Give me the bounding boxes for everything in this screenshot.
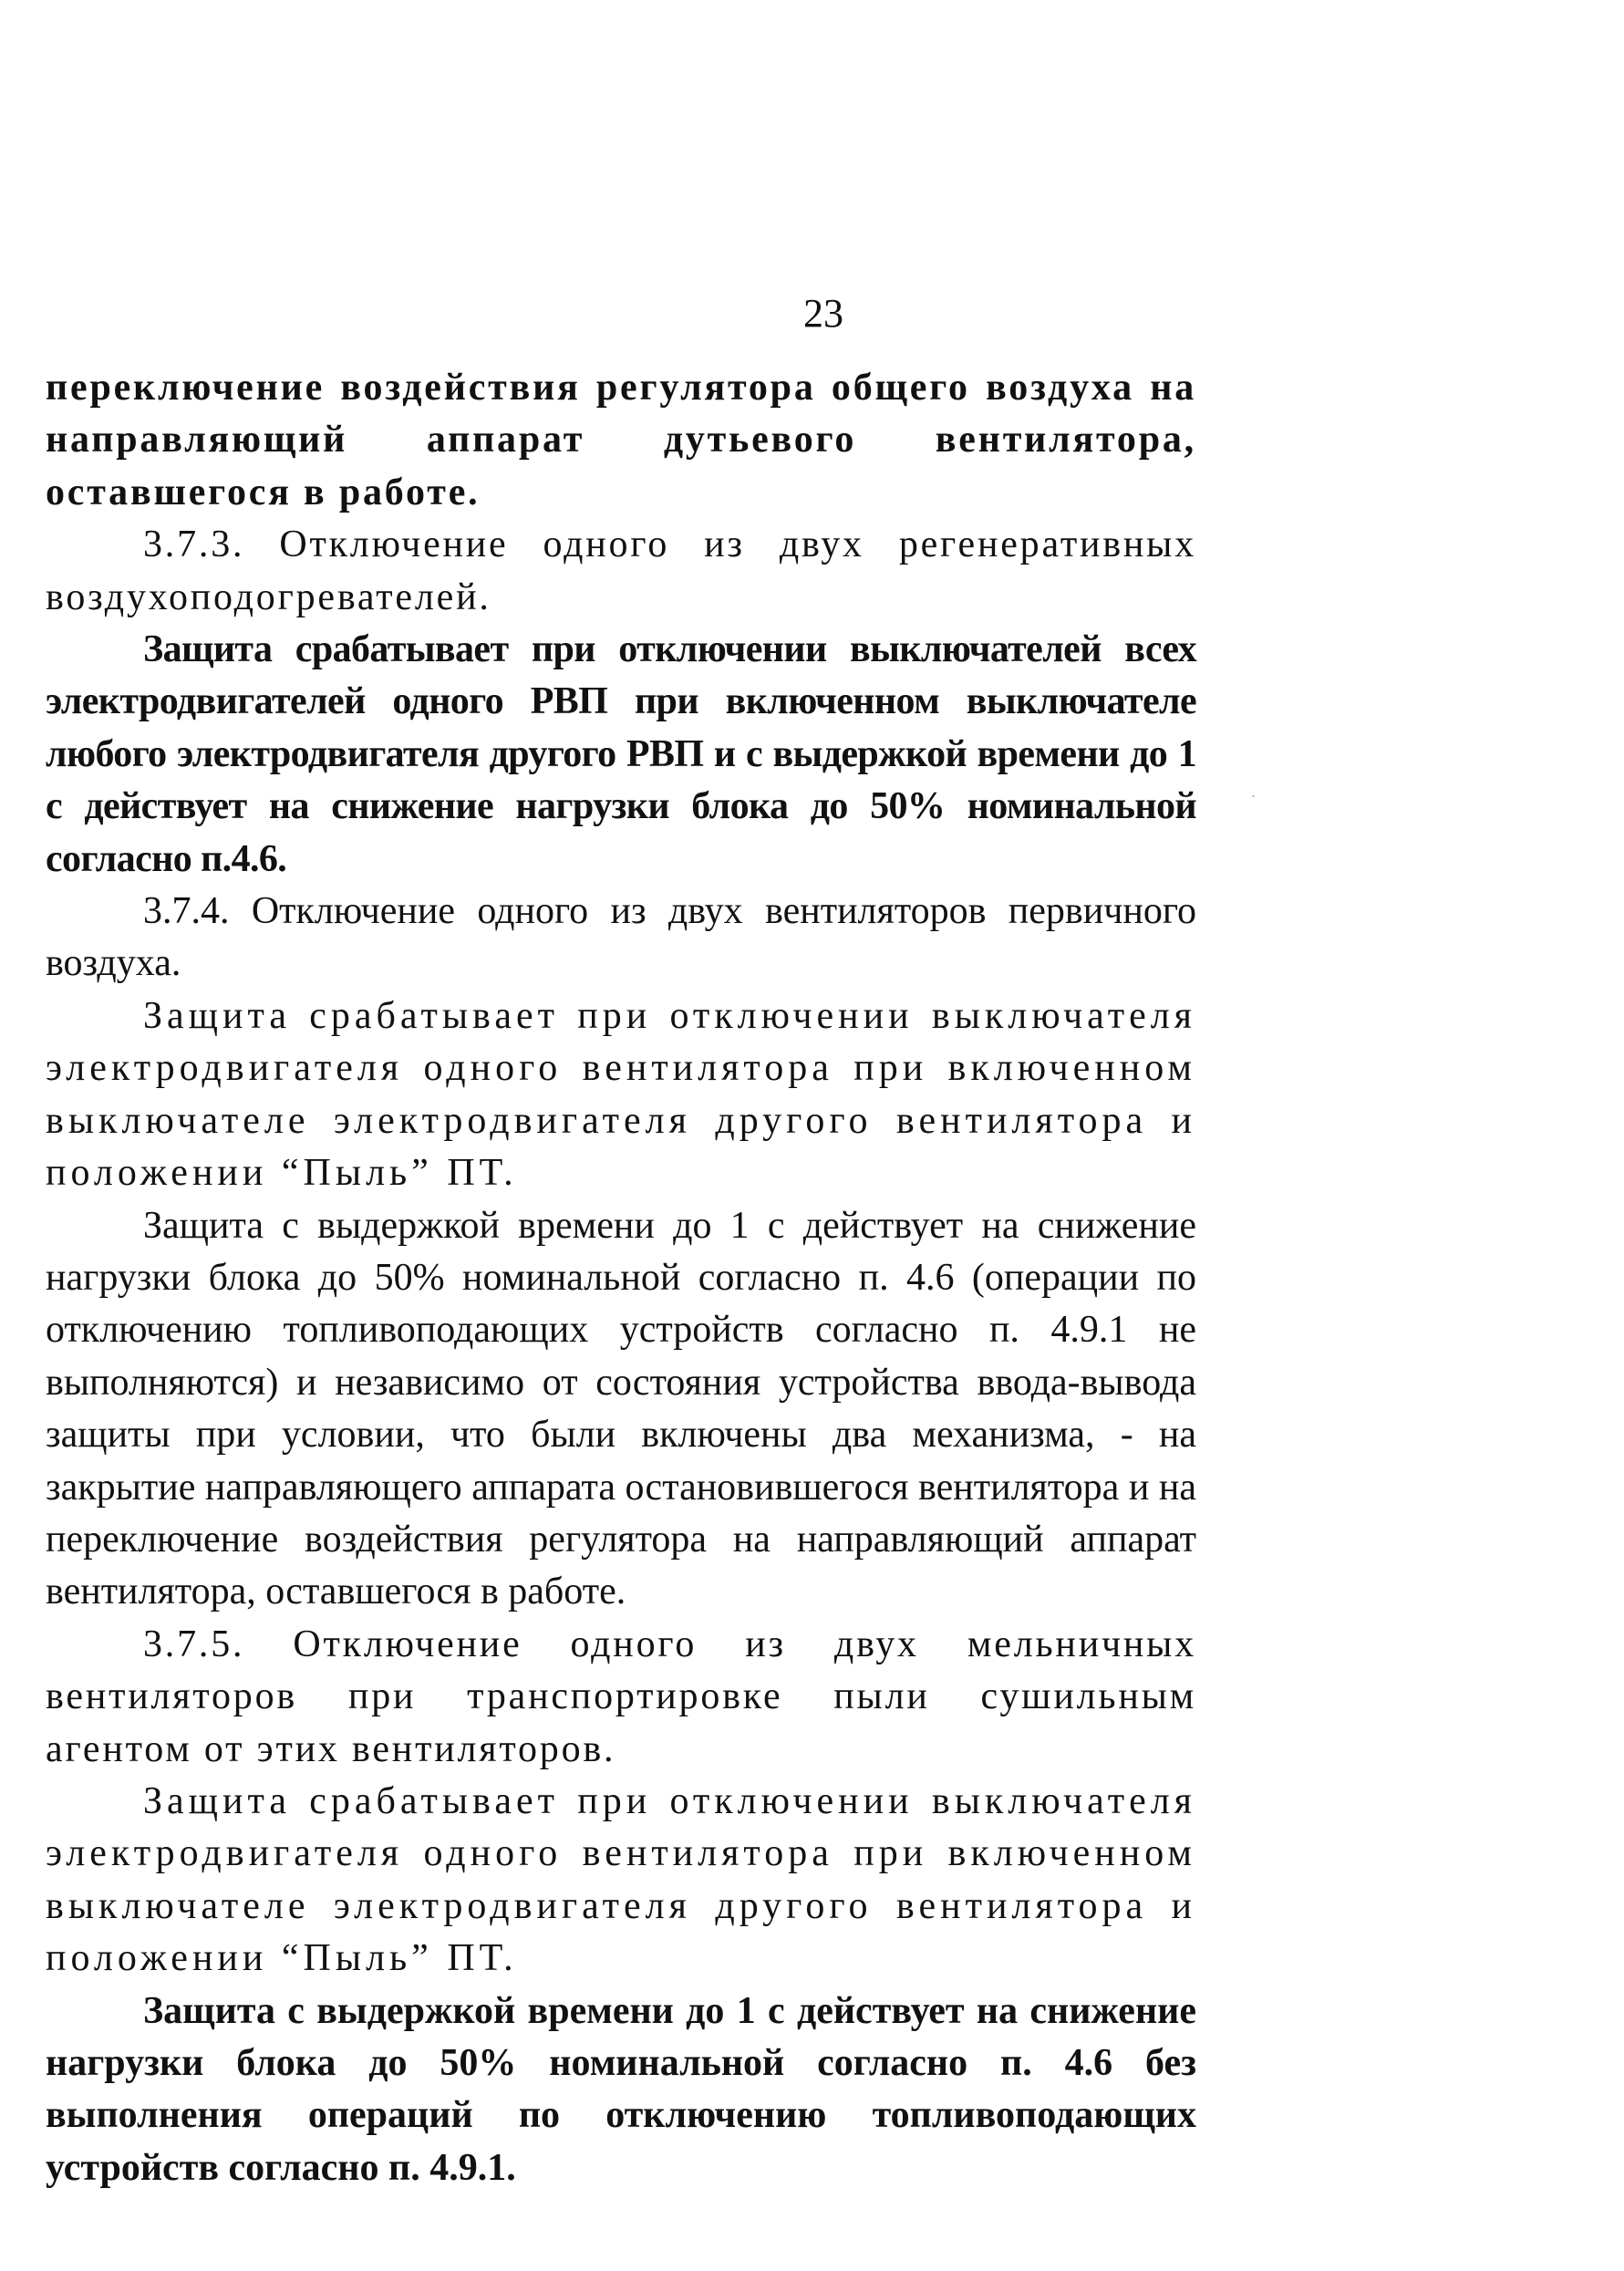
paragraph-mill-fan-delay: Защита с выдержкой времени до 1 с действует на снижение нагрузки блока до 50% номинальной согласно п. 4.6 без выполнения операций по отключению топливоподающих устройств согласно п. 4.9.1. [46, 1989, 1196, 2189]
scan-speck [1252, 795, 1255, 797]
section-heading-3-7-5: 3.7.5. Отключение одного из двух мельничных вентиляторов при транспортировке пыли сушильным агентом от этих вентиляторов. [46, 1623, 1196, 1770]
section-heading-3-7-3: 3.7.3. Отключение одного из двух регенеративных воздухоподогревателей. [46, 524, 1196, 618]
section-heading-3-7-4: 3.7.4. Отключение одного из двух вентиляторов первичного воздуха. [46, 890, 1196, 985]
body-text [46, 362, 1196, 2194]
paragraph-rvp-protection: Защита срабатывает при отключении выключателей всех электродвигателей одного РВП при включенном выключателе любого электродвигателя другого РВП и с выдержкой времени до 1 с действует на снижение нагрузки блока до 50% номинальной согласно п.4.6. [46, 628, 1196, 880]
paragraph-primary-air-protection: Защита срабатывает при отключении выключателя электродвигателя одного вентилятора при включенном выключателе электродвигателя другого вентилятора и положении “Пыль” ПТ. [46, 994, 1196, 1195]
paragraph-continuation: переключение воздействия регулятора общего воздуха на направляющий аппарат дутьевого вентилятора, оставшегося в работе. [46, 367, 1196, 513]
page-number: 23 [803, 291, 843, 336]
paragraph-primary-air-delay: Защита с выдержкой времени до 1 с действует на снижение нагрузки блока до 50% номинальной согласно п. 4.6 (операции по отключению топливоподающих устройств согласно п. 4.9.1 не выполняются) и независимо от состояния устройства ввода-вывода защиты при условии, что были включены два механизма, - на закрытие направляющего аппарата остановившегося вентилятора и на переключение воздействия регулятора на направляющий аппарат вентилятора, оставшегося в работе. [46, 1204, 1196, 1613]
paragraph-mill-fan-protection: Защита срабатывает при отключении выключателя электродвигателя одного вентилятора при включенном выключателе электродвигателя другого вентилятора и положении “Пыль” ПТ. [46, 1779, 1196, 1980]
